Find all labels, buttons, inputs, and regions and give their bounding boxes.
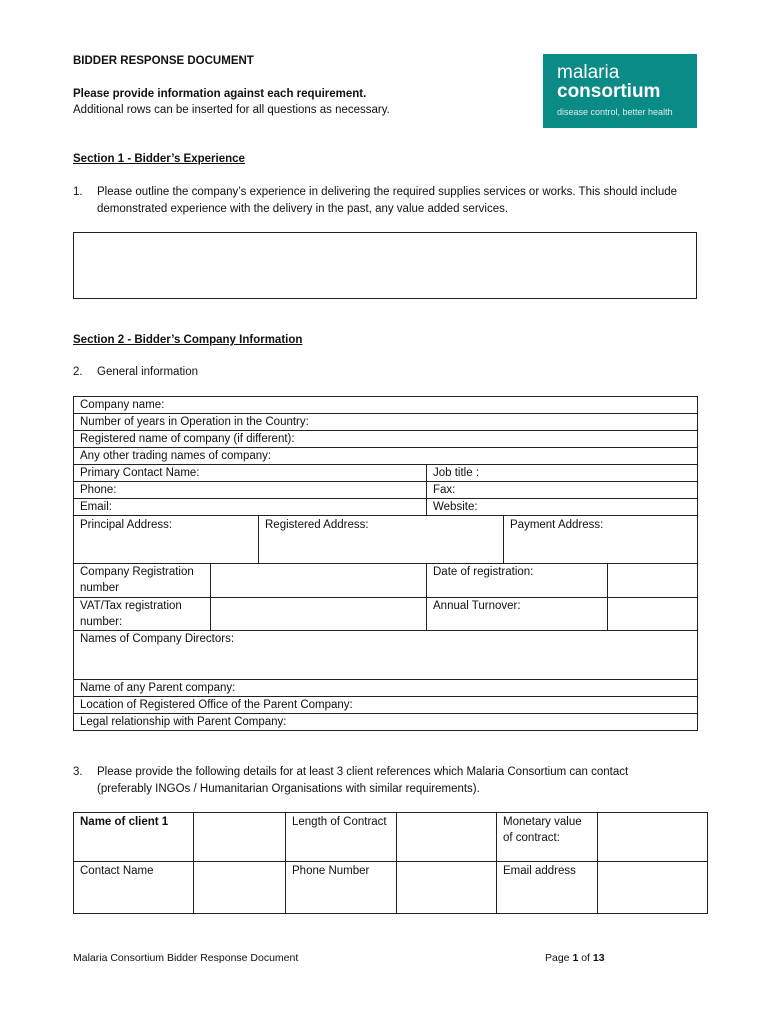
client-reference-table: [73, 812, 708, 914]
question2-number: 2.: [73, 366, 83, 378]
fax-field[interactable]: Fax:: [427, 482, 698, 499]
principal-address-field[interactable]: Principal Address:: [74, 516, 259, 564]
vat-tax-number-label: VAT/Tax registration number:: [74, 598, 211, 631]
job-title-field[interactable]: Job title :: [427, 465, 698, 482]
malaria-consortium-logo: malaria consortium disease control, better health: [543, 54, 697, 128]
directors-field[interactable]: Names of Company Directors:: [74, 631, 698, 680]
question1-number: 1.: [73, 186, 83, 198]
contact-name-input[interactable]: [194, 862, 286, 914]
client-name-label: Name of client 1: [74, 813, 194, 862]
trading-names-field[interactable]: Any other trading names of company:: [74, 448, 698, 465]
website-field[interactable]: Website:: [427, 499, 698, 516]
primary-contact-field[interactable]: Primary Contact Name:: [74, 465, 427, 482]
footer-doc-name: Malaria Consortium Bidder Response Document: [73, 952, 299, 964]
company-info-table: [73, 396, 698, 731]
phone-number-input[interactable]: [397, 862, 497, 914]
section1-heading: Section 1 - Bidder’s Experience: [73, 153, 245, 165]
client-name-input[interactable]: [194, 813, 286, 862]
company-reg-number-input[interactable]: [211, 564, 427, 598]
date-of-registration-label: Date of registration:: [427, 564, 608, 598]
phone-field[interactable]: Phone:: [74, 482, 427, 499]
question3-number: 3.: [73, 766, 83, 778]
experience-response-box[interactable]: [73, 232, 697, 299]
question3-text: Please provide the following details for at least 3 client references which Malaria Consortium can contact (preferably INGOs / Humanitarian Organisations with similar requirements).: [97, 766, 629, 795]
question1-text: Please outline the company’s experience in delivering the required supplies services or works. This should include demonstrated experience with the delivery in the past, any value added services.: [97, 186, 678, 215]
section2-heading: Section 2 - Bidder’s Company Information: [73, 334, 303, 346]
annual-turnover-label: Annual Turnover:: [427, 598, 608, 631]
parent-company-field[interactable]: Name of any Parent company:: [74, 680, 698, 697]
email-address-input[interactable]: [598, 862, 708, 914]
company-reg-number-label: Company Registration number: [74, 564, 211, 598]
instruction-note: Additional rows can be inserted for all questions as necessary.: [73, 104, 390, 116]
parent-office-field[interactable]: Location of Registered Office of the Parent Company:: [74, 697, 698, 714]
contract-length-label: Length of Contract: [286, 813, 397, 862]
question2-text: General information: [97, 366, 198, 378]
years-operation-field[interactable]: Number of years in Operation in the Country:: [74, 414, 698, 431]
document-title: BIDDER RESPONSE DOCUMENT: [73, 55, 254, 67]
annual-turnover-input[interactable]: [608, 598, 698, 631]
phone-number-label: Phone Number: [286, 862, 397, 914]
footer-page-number: Page 1 of 13: [545, 952, 605, 964]
payment-address-field[interactable]: Payment Address:: [504, 516, 698, 564]
parent-relationship-field[interactable]: Legal relationship with Parent Company:: [74, 714, 698, 731]
contact-name-label: Contact Name: [74, 862, 194, 914]
company-name-field[interactable]: Company name:: [74, 397, 698, 414]
monetary-value-input[interactable]: [598, 813, 708, 862]
date-of-registration-input[interactable]: [608, 564, 698, 598]
vat-tax-number-input[interactable]: [211, 598, 427, 631]
email-field[interactable]: Email:: [74, 499, 427, 516]
registered-address-field[interactable]: Registered Address:: [259, 516, 504, 564]
email-address-label: Email address: [497, 862, 598, 914]
registered-name-field[interactable]: Registered name of company (if different):: [74, 431, 698, 448]
monetary-value-label: Monetary value of contract:: [497, 813, 598, 862]
contract-length-input[interactable]: [397, 813, 497, 862]
instruction-text: Please provide information against each requirement.: [73, 88, 367, 100]
